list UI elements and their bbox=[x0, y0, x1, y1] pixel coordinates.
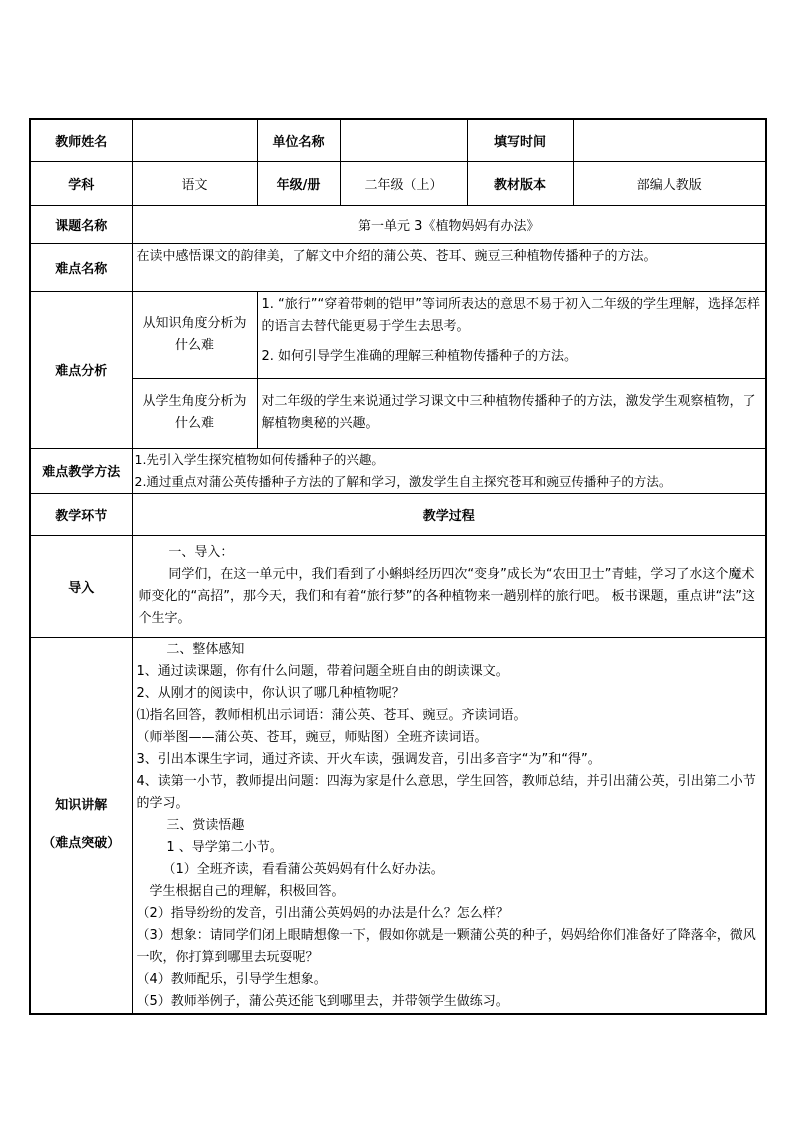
difficulty-row bbox=[30, 243, 766, 291]
content-line: （5）教师举例子，蒲公英还能飞到哪里去，并带领学生做练习。 bbox=[136, 993, 509, 1009]
unit-label: 单位名称 bbox=[257, 119, 340, 161]
header-row-2 bbox=[30, 161, 766, 205]
grade-value: 二年级（上） bbox=[340, 161, 467, 205]
knowledge-item: 1. “旅行”“穿着带刺的铠甲”等词所表达的意思不易于初入二年级的学生理解，选择怎样的语言去替代能更易于学生去思考。 bbox=[261, 296, 760, 334]
subject-value: 语文 bbox=[132, 161, 257, 205]
teacher-name-field[interactable] bbox=[132, 119, 257, 161]
section-heading: 三、赏读悟趣 bbox=[166, 817, 245, 833]
content-line: （4）教师配乐，引导学生想象。 bbox=[136, 971, 327, 987]
method-item: 1.先引入学生探究植物如何传播种子的兴趣。 bbox=[134, 451, 384, 467]
method-label: 难点教学方法 bbox=[30, 448, 132, 493]
fill-time-label: 填写时间 bbox=[467, 119, 573, 161]
knowledge-label: 知识讲解 bbox=[55, 798, 108, 813]
knowledge-angle-label: 从知识角度分析为什么难 bbox=[132, 291, 257, 378]
analysis-row-student bbox=[30, 378, 766, 448]
stage-header: 教学环节 bbox=[30, 493, 132, 535]
analysis-row-knowledge bbox=[30, 291, 766, 378]
subject-label: 学科 bbox=[30, 161, 132, 205]
process-header: 教学过程 bbox=[132, 493, 766, 535]
method-row bbox=[30, 448, 766, 493]
intro-label: 导入 bbox=[30, 535, 132, 637]
unit-field[interactable] bbox=[340, 119, 467, 161]
content-line: （1）全班齐读，看看蒲公英妈妈有什么好办法。 bbox=[162, 861, 444, 877]
intro-heading: 一、导入： bbox=[168, 545, 234, 560]
knowledge-label-cell bbox=[30, 637, 132, 1014]
knowledge-angle-content bbox=[257, 291, 766, 378]
content-line: （3）想象：请同学们闭上眼睛想像一下，假如你就是一颗蒲公英的种子，妈妈给你们准备好了降落伞，微风一吹，你打算到哪里去玩耍呢？ bbox=[136, 927, 756, 965]
analysis-label: 难点分析 bbox=[30, 291, 132, 448]
knowledge-row bbox=[30, 637, 766, 1014]
content-line: ⑴指名回答，教师相机出示词语：蒲公英、苍耳、豌豆。齐读词语。 bbox=[136, 707, 527, 723]
intro-row bbox=[30, 535, 766, 637]
knowledge-sublabel: （难点突破） bbox=[42, 836, 121, 851]
difficulty-label: 难点名称 bbox=[30, 243, 132, 291]
lesson-plan-table bbox=[29, 118, 767, 1015]
intro-content bbox=[132, 535, 766, 637]
content-line: 2、从刚才的阅读中，你认识了哪几种植物呢？ bbox=[136, 685, 405, 701]
topic-label: 课题名称 bbox=[30, 205, 132, 243]
teacher-name-label: 教师姓名 bbox=[30, 119, 132, 161]
content-line: 3、引出本课生字词，通过齐读、开火车读，强调发音，引出多音字“为”和“得”。 bbox=[136, 751, 601, 767]
content-line: （师举图——蒲公英、苍耳，豌豆，师贴图）全班齐读词语。 bbox=[136, 729, 488, 745]
content-line: 4、读第一小节，教师提出问题：四海为家是什么意思，学生回答，教师总结，并引出蒲公英，引出第二小节的学习。 bbox=[136, 773, 756, 811]
header-row-1 bbox=[30, 119, 766, 161]
method-item: 2.通过重点对蒲公英传播种子方法的了解和学习，激发学生自主探究苍耳和豌豆传播种子的方法。 bbox=[134, 473, 672, 489]
knowledge-content bbox=[132, 637, 766, 1014]
section-heading: 二、整体感知 bbox=[166, 641, 245, 657]
edition-label: 教材版本 bbox=[467, 161, 573, 205]
grade-label: 年级/册 bbox=[257, 161, 340, 205]
fill-time-field[interactable] bbox=[573, 119, 766, 161]
content-line: 1、通过读课题，你有什么问题，带着问题全班自由的朗读课文。 bbox=[136, 663, 509, 679]
content-line: （2）指导纷纷的发音，引出蒲公英妈妈的办法是什么？怎么样？ bbox=[136, 905, 509, 921]
intro-text: 同学们，在这一单元中，我们看到了小蝌蚪经历四次“变身”成长为“农田卫士”青蛙，学习了水这个魔术师变化的“高招”，那今天，我们和有着“旅行梦”的各种植物来一趟别样的旅行吧。 板书课题，重点讲“法”这个生字。 bbox=[138, 567, 756, 626]
method-content bbox=[132, 448, 766, 493]
content-line: 1 、导学第二小节。 bbox=[166, 839, 283, 855]
difficulty-value: 在读中感悟课文的韵律美，了解文中介绍的蒲公英、苍耳、豌豆三种植物传播种子的方法。 bbox=[132, 243, 766, 291]
process-header-row bbox=[30, 493, 766, 535]
student-angle-label: 从学生角度分析为什么难 bbox=[132, 378, 257, 448]
topic-value: 第一单元 3《植物妈妈有办法》 bbox=[132, 205, 766, 243]
student-angle-content: 对二年级的学生来说通过学习课文中三种植物传播种子的方法，激发学生观察植物，了解植物奥秘的兴趣。 bbox=[257, 378, 766, 448]
content-line: 学生根据自己的理解，积极回答。 bbox=[149, 883, 345, 899]
knowledge-item: 2. 如何引导学生准确的理解三种植物传播种子的方法。 bbox=[261, 348, 578, 364]
edition-value: 部编人教版 bbox=[573, 161, 766, 205]
topic-row bbox=[30, 205, 766, 243]
